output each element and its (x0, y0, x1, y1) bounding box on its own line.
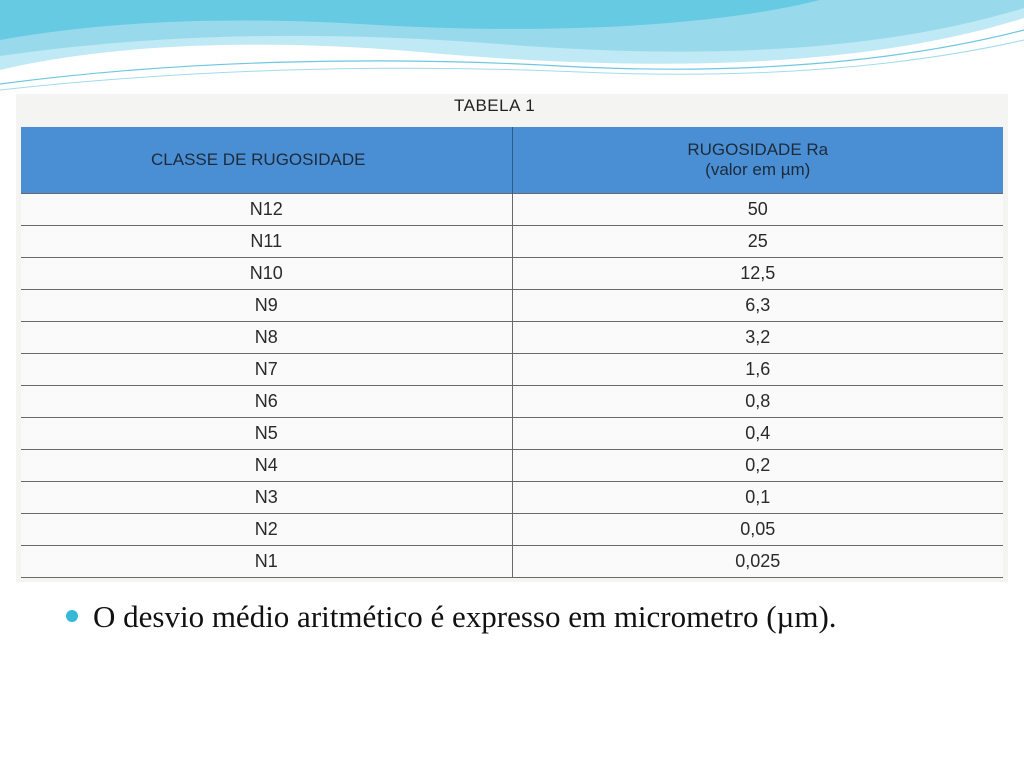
table-row (21, 354, 1003, 386)
cell-valor: 0,05 (512, 514, 1003, 546)
cell-classe: N12 (21, 194, 512, 226)
header-rugosidade-line1: RUGOSIDADE Ra (687, 140, 829, 159)
cell-classe: N1 (21, 546, 512, 578)
table-row (21, 450, 1003, 482)
table-row (21, 386, 1003, 418)
cell-classe: N5 (21, 418, 512, 450)
table-row (21, 258, 1003, 290)
cell-valor: 0,8 (512, 386, 1003, 418)
table-row (21, 418, 1003, 450)
cell-classe: N8 (21, 322, 512, 354)
table-row (21, 514, 1003, 546)
header-rugosidade (512, 127, 1003, 194)
cell-classe: N7 (21, 354, 512, 386)
header-rugosidade-line2: (valor em µm) (705, 160, 811, 179)
cell-classe: N10 (21, 258, 512, 290)
cell-classe: N2 (21, 514, 512, 546)
roughness-table (21, 127, 1003, 578)
bullet-item (64, 598, 964, 636)
cell-classe: N6 (21, 386, 512, 418)
cell-valor: 0,1 (512, 482, 1003, 514)
cell-valor: 6,3 (512, 290, 1003, 322)
table-title: TABELA 1 (454, 96, 536, 115)
table-row (21, 322, 1003, 354)
table-header-row (21, 127, 1003, 194)
cell-valor: 0,2 (512, 450, 1003, 482)
table-row (21, 194, 1003, 226)
bullet-dot-icon (66, 610, 78, 622)
cell-classe: N11 (21, 226, 512, 258)
cell-valor: 3,2 (512, 322, 1003, 354)
table-row (21, 226, 1003, 258)
cell-classe: N9 (21, 290, 512, 322)
cell-classe: N4 (21, 450, 512, 482)
cell-classe: N3 (21, 482, 512, 514)
table-row (21, 482, 1003, 514)
table-row (21, 546, 1003, 578)
cell-valor: 12,5 (512, 258, 1003, 290)
cell-valor: 0,025 (512, 546, 1003, 578)
cell-valor: 50 (512, 194, 1003, 226)
bullet-text: O desvio médio aritmético é expresso em micrometro (µm). (93, 599, 837, 634)
cell-valor: 0,4 (512, 418, 1003, 450)
header-classe: CLASSE DE RUGOSIDADE (21, 127, 512, 194)
cell-valor: 25 (512, 226, 1003, 258)
cell-valor: 1,6 (512, 354, 1003, 386)
table-row (21, 290, 1003, 322)
